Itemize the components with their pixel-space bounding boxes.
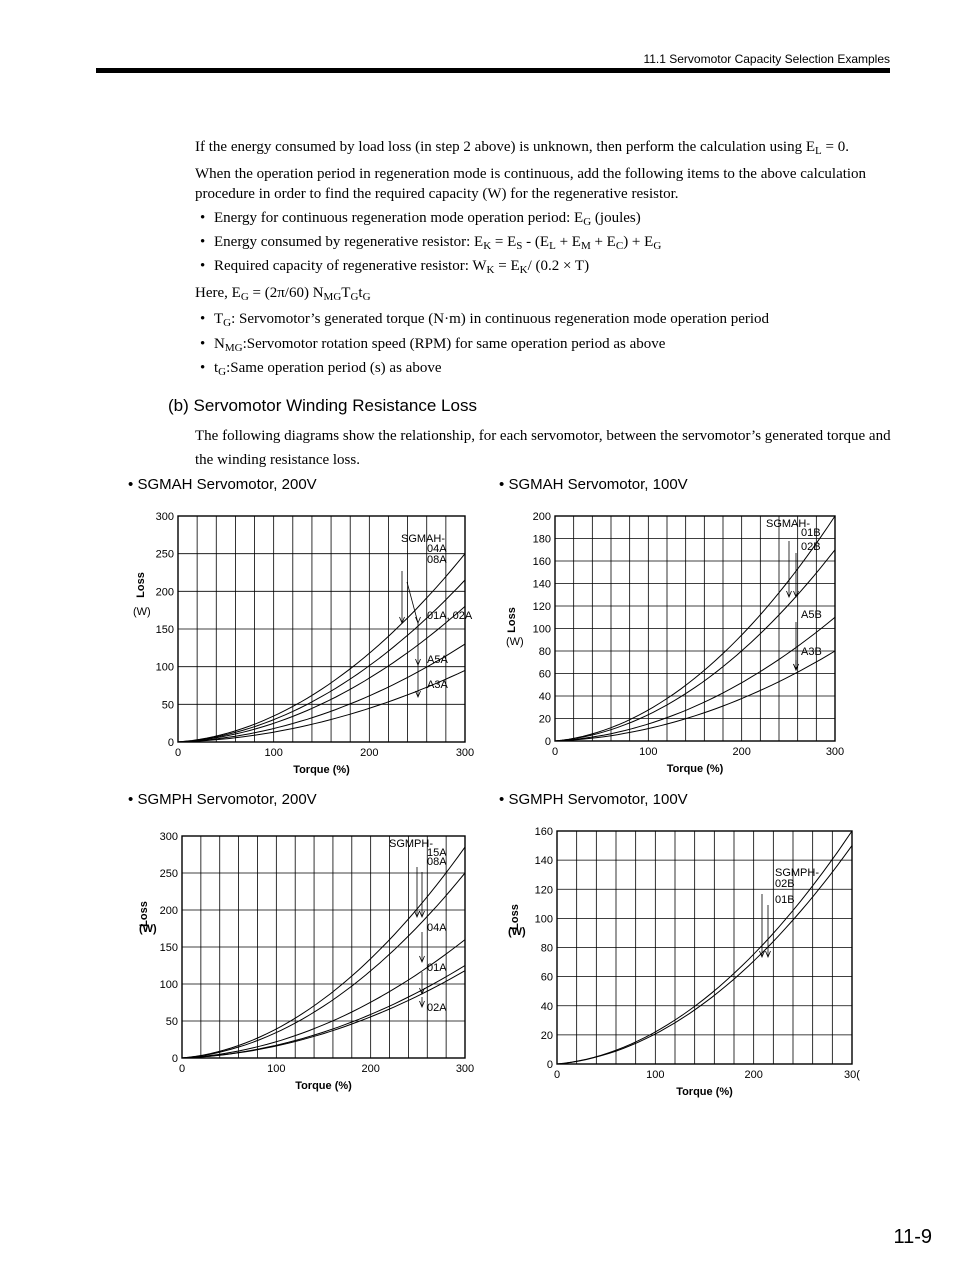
y-tick-label: 200 [159,905,178,917]
x-tick-label: 200 [732,746,751,758]
y-tick-label: 200 [532,511,551,523]
x-tick-label: 0 [178,1063,186,1075]
chart-heading-sgmph-200v: • SGMPH Servomotor, 200V [128,791,317,808]
y-tick-label: 60 [538,668,551,681]
y-tick-label: 50 [165,1016,178,1028]
y-axis-unit: (W) [139,923,157,935]
x-tick-label: 100 [646,1069,665,1081]
x-tick-label: 100 [639,746,658,758]
y-tick-label: 20 [540,1029,553,1042]
y-tick-label: 0 [546,1059,553,1071]
series-label: SGMPH- [389,838,433,850]
y-axis-unit: (W) [133,606,151,618]
series-label: A3A [427,679,448,691]
chart-sgmph-100v [500,822,860,1102]
series-label: 01A [427,962,447,974]
x-tick-label: 200 [744,1069,763,1081]
y-tick-label: 0 [171,1053,178,1065]
series-line-a5a [178,644,465,742]
chart-heading-sgmph-100v: • SGMPH Servomotor, 100V [499,791,688,808]
x-tick-label: 200 [360,747,379,759]
series-label: A5A [427,654,448,666]
y-tick-label: 140 [534,855,553,868]
definition-tg-torque: • $T_G$: Servomotor’s generated torque (N·m) in continuous regeneration mode operation period [200,311,770,329]
series-label: 02B [775,878,795,890]
series-label: 15A [427,847,447,859]
running-header: 11.1 Servomotor Capacity Selection Examples [643,52,890,66]
y-axis-unit: (W) [506,636,524,648]
y-tick-label: 120 [532,601,551,613]
series-label: 08A [427,856,447,868]
x-tick-label: 0 [174,747,182,759]
x-axis-label: Torque (%) [676,1086,733,1098]
paragraph-unknown-load-loss: If the energy consumed by load loss (in step 2 above) is unknown, then perform the calculation using $E_L = 0$. [195,139,849,157]
y-tick-label: 40 [540,1000,553,1013]
chart-sgmph-200v [125,822,485,1097]
x-tick-label: 300 [455,1063,475,1075]
series-label: 02B [801,541,821,553]
x-axis-label: Torque (%) [666,763,724,775]
x-tick-label: 0 [553,1069,561,1081]
x-tick-label: 100 [267,1063,286,1075]
y-tick-label: 150 [155,624,174,636]
y-tick-label: 100 [534,913,553,926]
y-tick-label: 0 [544,736,551,748]
y-tick-label: 160 [534,826,553,838]
y-tick-label: 300 [159,831,178,843]
series-label: A3B [801,646,822,658]
header-rule [96,68,890,73]
y-tick-label: 150 [159,942,178,954]
y-tick-label: 200 [155,586,174,599]
y-tick-label: 80 [538,646,551,658]
series-line-08a [182,873,465,1058]
series-line-02b [555,550,835,741]
paragraph-continuous-regeneration: When the operation period in regeneration mode is continuous, add the following items to the above calculation procedure in order to find the required capacity (W) for the regenerative resistor. [195,166,867,202]
y-tick-label: 250 [159,868,178,880]
formula-here: Here, $E_G = (2\pi/60)$ $N_{MG}T_Gt_G$ [195,285,371,303]
y-tick-label: 0 [167,737,174,749]
series-label: 04A [427,543,447,555]
y-tick-label: 100 [159,979,178,991]
bullet-required-capacity: • Required capacity of regenerative resistor: $W_K = E_K/$ (0.2 × T) [200,258,590,276]
series-label: 01A, 02A [427,610,473,622]
series-label: 01B [801,527,821,539]
x-tick-label: 300 [455,747,475,759]
y-tick-label: 50 [161,699,174,712]
y-axis-label: Loss [135,572,147,598]
x-axis-label: Torque (%) [293,764,350,776]
series-label: A5B [801,609,822,621]
y-tick-label: 180 [532,533,551,546]
x-tick-label: 100 [264,747,283,759]
definition-tg-period: • $t_G:Same$ operation period (s) as above [200,360,442,378]
y-tick-label: 100 [532,623,551,636]
y-tick-label: 160 [532,556,551,568]
series-line-01a [182,966,465,1059]
chart-heading-sgmah-200v: • SGMAH Servomotor, 200V [128,476,317,493]
section-body: The following diagrams show the relationship, for each servomotor, between the servomotor’s generated torque and the winding resistance loss. [195,428,891,468]
chart-sgmah-100v [500,505,860,780]
series-label: 08A [427,554,447,566]
series-line-08a [178,580,465,742]
series-label: 04A [427,922,447,934]
series-line-a3a [178,670,465,742]
series-label: SGMAH- [401,533,445,545]
leader-arrowhead [416,617,421,623]
series-line-15a [182,847,465,1058]
section-title: (b) Servomotor Winding Resistance Loss [168,396,477,415]
y-tick-label: 120 [534,884,553,897]
y-tick-label: 60 [540,971,553,984]
page-number: 11-9 [893,1226,932,1248]
chart-heading-sgmah-100v: • SGMAH Servomotor, 100V [499,476,688,493]
series-line-a5b [555,617,835,741]
series-label: 02A [427,1002,447,1014]
series-label: 01B [775,894,795,906]
chart-sgmah-200v [125,505,485,780]
x-tick-label: 30( [844,1069,860,1081]
y-axis-unit: (W) [508,926,526,938]
y-tick-label: 300 [155,511,174,523]
series-line-04a [178,554,465,742]
bullet-energy-continuous: • Energy for continuous regeneration mode operation period: $E_G$ (joules) [200,210,641,228]
y-tick-label: 40 [538,691,551,703]
series-label: SGMPH- [775,867,819,879]
y-axis-label: Loss [506,607,518,633]
x-tick-label: 300 [825,746,845,758]
y-tick-label: 20 [538,713,551,726]
y-tick-label: 250 [155,548,174,561]
y-tick-label: 100 [155,661,174,674]
y-axis-label: Loss [138,901,150,927]
bullet-energy-consumed: • Energy consumed by regenerative resistor: $E_K = E_S - (E_L + E_M + E_C) + E_G$ [200,234,662,252]
series-label: SGMAH- [766,518,810,530]
definition-nmg-speed: • $N_{MG}:Servomotor$ rotation speed (RPM) for same operation period as above [200,336,666,354]
x-axis-label: Torque (%) [295,1080,352,1092]
x-tick-label: 0 [551,746,559,758]
y-tick-label: 140 [532,578,551,591]
y-tick-label: 80 [540,942,553,955]
x-tick-label: 200 [361,1063,380,1075]
y-axis-label: Loss [509,904,521,930]
